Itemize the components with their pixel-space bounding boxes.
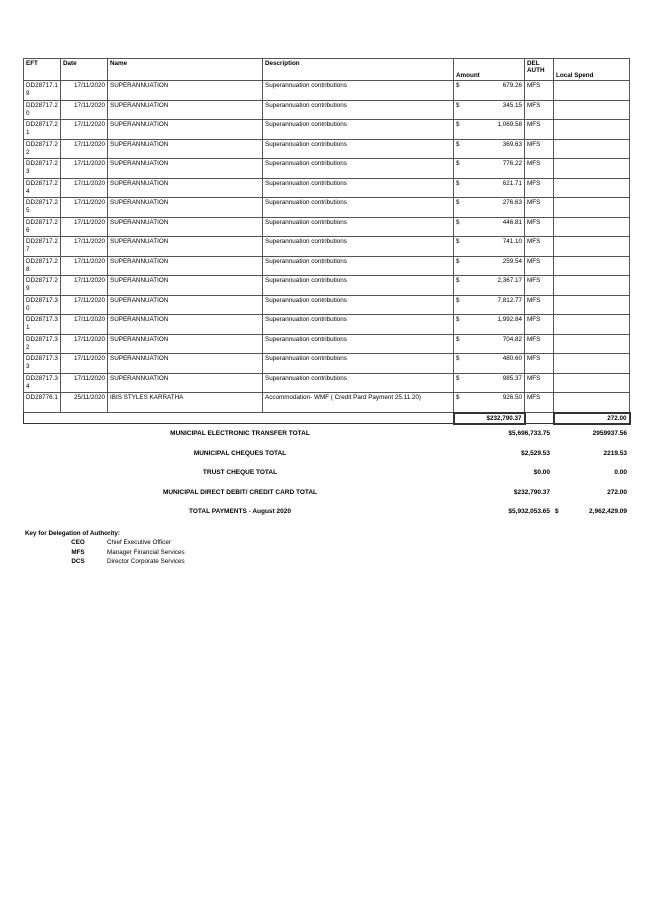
cell-eft: DD28717.22 [24,139,61,159]
summary-label: TRUST CHEQUE TOTAL [202,469,278,476]
cell-auth: MFS [525,295,554,315]
total-row-spacer [24,413,454,424]
summary-dollar-sign: $ [555,508,559,515]
cell-local-spend [554,354,630,374]
cell-auth: MFS [525,315,554,335]
cell-local-spend [554,120,630,140]
cell-currency: $ [456,121,460,128]
summary-value: $5,932,053.65 [508,508,550,515]
table-row [24,315,630,335]
cell-eft: DD28717.20 [24,100,61,120]
key-code: CEO [71,539,85,546]
cell-amount [454,139,525,159]
cell-local-spend [554,393,630,413]
header-amount: Amount [454,59,525,81]
cell-amount [454,334,525,354]
cell-name: SUPERANNUATION [108,256,263,276]
cell-date: 17/11/2020 [61,198,108,218]
cell-name: SUPERANNUATION [108,373,263,393]
cell-description: Superannuation contributions [263,373,454,393]
cell-date: 17/11/2020 [61,315,108,335]
cell-currency: $ [456,238,460,245]
cell-eft: DD28717.26 [24,217,61,237]
table-row [24,217,630,237]
cell-eft: DD28776.1 [24,393,61,413]
cell-description: Superannuation contributions [263,256,454,276]
table-row [24,120,630,140]
cell-currency: $ [456,199,460,206]
cell-amount [454,354,525,374]
cell-local-spend [554,373,630,393]
cell-local-spend [554,81,630,101]
key-item [25,548,185,559]
cell-eft: DD28717.23 [24,159,61,179]
key-code: DCS [71,558,85,565]
cell-name: SUPERANNUATION [108,81,263,101]
cell-description: Superannuation contributions [263,315,454,335]
cell-name: SUPERANNUATION [108,276,263,296]
cell-amount [454,315,525,335]
cell-eft: DD28717.29 [24,276,61,296]
summary-label: MUNICIPAL CHEQUES TOTAL [193,449,287,457]
cell-currency: $ [456,355,460,362]
header-local-spend: Local Spend [554,59,630,81]
summary-value: $2,529.53 [521,449,550,457]
cell-auth: MFS [525,217,554,237]
cell-date: 17/11/2020 [61,217,108,237]
cell-amount-value: 776.22 [502,160,522,167]
cell-local-spend [554,315,630,335]
table-row [24,393,630,413]
summary-local: 2959937.56 [592,430,627,437]
cell-date: 17/11/2020 [61,81,108,101]
cell-auth: MFS [525,237,554,257]
header-date: Date [61,59,108,81]
table-row [24,159,630,179]
cell-amount [454,393,525,413]
cell-date: 17/11/2020 [61,139,108,159]
cell-description: Superannuation contributions [263,217,454,237]
table-row [24,237,630,257]
cell-amount [454,178,525,198]
cell-amount [454,217,525,237]
cell-date: 17/11/2020 [61,373,108,393]
cell-amount [454,295,525,315]
summary-local: 272.00 [607,488,627,496]
cell-local-spend [554,159,630,179]
cell-name: SUPERANNUATION [108,139,263,159]
table-row [24,81,630,101]
cell-auth: MFS [525,178,554,198]
table-row [24,334,630,354]
cell-description: Superannuation contributions [263,120,454,140]
cell-eft: DD28717.33 [24,354,61,374]
cell-date: 17/11/2020 [61,276,108,296]
cell-name: SUPERANNUATION [108,120,263,140]
header-name: Name [108,59,263,81]
cell-name: SUPERANNUATION [108,295,263,315]
cell-name: SUPERANNUATION [108,354,263,374]
cell-amount-value: 741.10 [502,238,522,245]
cell-description: Superannuation contributions [263,276,454,296]
summary-row [0,450,653,462]
total-local-spend: 272.00 [554,413,630,424]
summary-row [0,430,653,442]
key-title: Key for Delegation of Authority: [25,530,120,537]
table-body [24,81,630,413]
cell-local-spend [554,256,630,276]
cell-amount [454,373,525,393]
cell-name: SUPERANNUATION [108,217,263,237]
table-header-row [24,59,630,81]
header-del-auth [525,59,554,81]
key-item [25,539,171,549]
cell-eft: DD28717.27 [24,237,61,257]
cell-auth: MFS [525,393,554,413]
cell-auth: MFS [525,81,554,101]
cell-eft: DD28717.30 [24,295,61,315]
cell-currency: $ [456,160,460,167]
cell-currency: $ [456,335,460,343]
cell-currency: $ [456,374,460,382]
summary-label: MUNICIPAL ELECTRONIC TRANSFER TOTAL [170,430,310,437]
cell-auth: MFS [525,198,554,218]
key-code: MFS [71,548,85,556]
cell-description: Superannuation contributions [263,100,454,120]
cell-auth: MFS [525,120,554,140]
cell-amount-value: 704.82 [502,335,522,343]
table-row [24,100,630,120]
cell-auth: MFS [525,139,554,159]
cell-auth: MFS [525,334,554,354]
cell-description: Accommodation- WMF ( Credit Pard Payment 25.11.20) [263,393,454,413]
cell-auth: MFS [525,100,554,120]
cell-amount [454,256,525,276]
cell-eft: DD28717.19 [24,81,61,101]
table-total-row [24,413,630,424]
cell-local-spend [554,139,630,159]
summary-row-total-payments [0,508,653,520]
cell-local-spend [554,276,630,296]
cell-auth: MFS [525,256,554,276]
cell-description: Superannuation contributions [263,159,454,179]
cell-currency: $ [456,277,460,284]
cell-description: Superannuation contributions [263,237,454,257]
cell-local-spend [554,198,630,218]
cell-name: SUPERANNUATION [108,178,263,198]
cell-currency: $ [456,140,460,148]
cell-eft: DD28717.24 [24,178,61,198]
cell-currency: $ [456,394,460,401]
cell-amount [454,81,525,101]
cell-auth: MFS [525,354,554,374]
cell-amount-value: 7,812.77 [497,296,522,304]
summary-value: $5,696,733.75 [508,430,550,437]
cell-auth: MFS [525,159,554,179]
delegation-key [25,530,185,568]
header-description: Description [263,59,454,81]
table-row [24,276,630,296]
summary-value: $0.00 [533,469,550,476]
cell-eft: DD28717.21 [24,120,61,140]
cell-amount-value: 926.50 [502,394,522,401]
cell-amount-value: 369.63 [502,140,522,148]
cell-amount [454,198,525,218]
cell-eft: DD28717.32 [24,334,61,354]
cell-description: Superannuation contributions [263,81,454,101]
cell-local-spend [554,217,630,237]
cell-amount [454,276,525,296]
cell-amount-value: 345.15 [502,101,522,109]
header-del-auth-line1: DEL [527,60,540,67]
summary-label: MUNICIPAL DIRECT DEBIT/ CREDIT CARD TOTAL [162,488,318,496]
cell-eft: DD28717.34 [24,373,61,393]
cell-description: Superannuation contributions [263,198,454,218]
key-item [25,558,185,568]
cell-amount-value: 276.63 [502,199,522,206]
cell-amount-value: 1,069.58 [497,121,522,128]
table-row [24,295,630,315]
cell-name: SUPERANNUATION [108,315,263,335]
cell-date: 17/11/2020 [61,256,108,276]
table-row [24,198,630,218]
cell-eft: DD28717.25 [24,198,61,218]
cell-amount-value: 679.26 [502,82,522,89]
cell-description: Superannuation contributions [263,178,454,198]
cell-date: 17/11/2020 [61,295,108,315]
summary-local: 0.00 [614,469,627,476]
cell-local-spend [554,237,630,257]
cell-amount-value: 259.54 [502,257,522,265]
header-eft: EFT [24,59,61,81]
cell-date: 17/11/2020 [61,334,108,354]
cell-date: 17/11/2020 [61,354,108,374]
cell-amount [454,100,525,120]
cell-local-spend [554,334,630,354]
table-row [24,139,630,159]
cell-auth: MFS [525,276,554,296]
key-description: Chief Executive Officer [107,539,171,546]
table-row [24,373,630,393]
cell-name: SUPERANNUATION [108,334,263,354]
cell-description: Superannuation contributions [263,295,454,315]
cell-amount-value: 2,367.17 [497,277,522,284]
summary-label: TOTAL PAYMENTS - August 2020 [189,508,291,515]
header-del-auth-line2: AUTH [527,67,545,74]
cell-local-spend [554,100,630,120]
cell-eft: DD28717.31 [24,315,61,335]
cell-amount-value: 480.60 [502,355,522,362]
cell-amount-value: 446.81 [502,218,522,226]
cell-currency: $ [456,218,460,226]
cell-amount-value: 621.71 [502,179,522,187]
payments-table [23,58,631,425]
cell-currency: $ [456,316,460,323]
cell-date: 17/11/2020 [61,159,108,179]
cell-name: SUPERANNUATION [108,237,263,257]
cell-name: SUPERANNUATION [108,100,263,120]
cell-date: 17/11/2020 [61,100,108,120]
cell-currency: $ [456,101,460,109]
cell-description: Superannuation contributions [263,139,454,159]
cell-local-spend [554,178,630,198]
cell-date: 17/11/2020 [61,120,108,140]
cell-date: 17/11/2020 [61,178,108,198]
cell-currency: $ [456,179,460,187]
cell-currency: $ [456,296,460,304]
cell-name: SUPERANNUATION [108,159,263,179]
cell-description: Superannuation contributions [263,334,454,354]
cell-date: 25/11/2020 [61,393,108,413]
cell-eft: DD28717.28 [24,256,61,276]
cell-local-spend [554,295,630,315]
cell-description: Superannuation contributions [263,354,454,374]
cell-name: IBIS STYLES KARRATHA [108,393,263,413]
table-row [24,256,630,276]
summary-row [0,489,653,501]
cell-name: SUPERANNUATION [108,198,263,218]
table-row [24,354,630,374]
cell-date: 17/11/2020 [61,237,108,257]
cell-amount-value: 1,992.84 [497,316,522,323]
key-description: Director Corporate Services [107,558,185,565]
cell-amount [454,159,525,179]
cell-currency: $ [456,82,460,89]
cell-amount [454,237,525,257]
cell-amount-value: 985.37 [502,374,522,382]
summary-local: 2,962,429.09 [589,508,627,515]
table-row [24,178,630,198]
summary-value: $232,790.37 [513,488,550,496]
key-description: Manager Financial Services [107,548,185,556]
total-row-gap [525,413,554,424]
cell-currency: $ [456,257,460,265]
summary-local: 2219.53 [603,449,627,457]
cell-amount [454,120,525,140]
summary-row [0,469,653,481]
total-amount: $232,790.37 [454,413,525,424]
cell-auth: MFS [525,373,554,393]
